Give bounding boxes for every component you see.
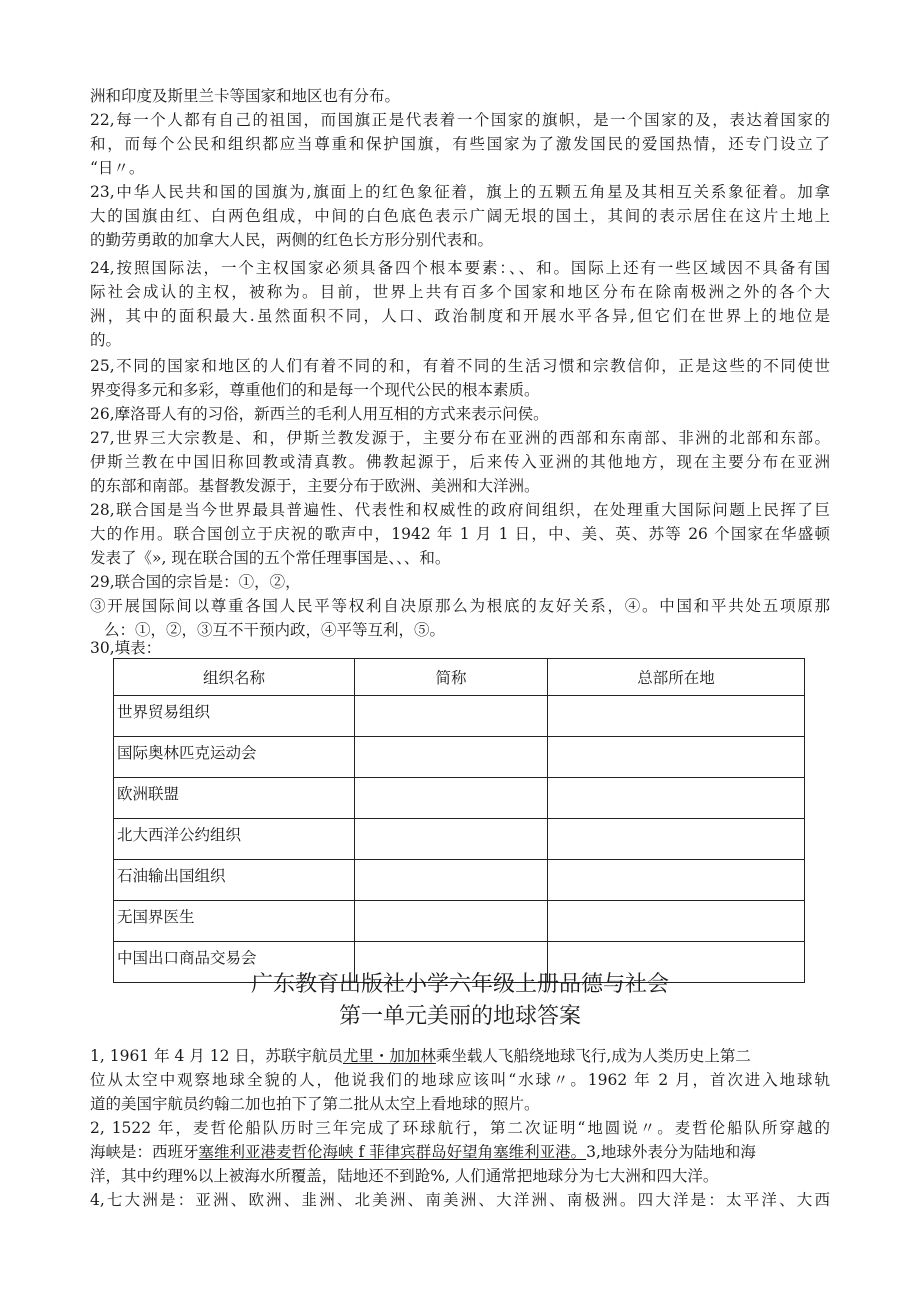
headquarters-cell[interactable] [548,819,805,860]
question-28 [90,498,830,570]
question-24 [90,256,830,352]
text-line: “日〃。 [90,159,145,177]
answer-2 [90,1116,830,1188]
org-name-cell: 中国出口商品交易会 [114,942,355,983]
text-line: 的。 [90,331,122,349]
text-line: 洲和印度及斯里兰卡等国家和地区也有分布。 [90,87,401,105]
text-run: 3,地球外表分为陆地和海 [586,1143,756,1161]
text-line: 发表了《», 现在联合国的五个常任理事国是、、、和。 [90,549,451,567]
column-header: 总部所在地 [548,659,805,696]
text-run: 海峡是：西班牙 [90,1143,199,1161]
underlined-answer: 尤里・加加林 [342,1047,436,1065]
question-26 [90,402,830,426]
organization-table [113,658,805,983]
table-row [114,860,805,901]
text-line: 的勤劳勇敢的加拿大人民，两侧的红色长方形分别代表和。 [90,231,494,249]
text-line: 29,联合国的宗旨是：①，②， [90,573,301,591]
question-25 [90,354,830,402]
text-line: 27,世界三大宗教是、和，伊斯兰教发源于，主要分布在亚洲的西部和东南部、非洲的北部和东部。 [90,429,830,447]
headquarters-cell[interactable] [548,696,805,737]
question-22 [90,108,830,180]
headquarters-cell[interactable] [548,778,805,819]
headquarters-cell[interactable] [548,737,805,778]
text-run: 乘坐载人飞船绕地球飞行,成为人类历史上第二 [435,1047,751,1065]
answer-1 [90,1044,830,1116]
text-line: 28,联合国是当今世界最具普遍性、代表性和权威性的政府间组织，在处理重大国际问题上民挥了巨 [90,501,830,519]
text-line: 伊斯兰教在中国旧称回教或清真教。佛教起源于，后来传入亚洲的其他地方，现在主要分布在亚洲 [90,453,830,471]
text-line: 25,不同的国家和地区的人们有着不同的和，有着不同的生活习惯和宗教信仰，正是这些的不同使世 [90,357,830,375]
table-row [114,696,805,737]
abbreviation-cell[interactable] [355,737,548,778]
text-line: ③开展国际间以尊重各国人民平等权利自决原那么为根底的友好关系，④。中国和平共处五项原那 [90,597,830,615]
text-line [90,1044,830,1068]
abbreviation-cell[interactable] [355,901,548,942]
document-subheading: 第一单元美丽的地球答案 [338,1004,581,1029]
text-line [90,1140,830,1164]
paragraph-continuation [90,84,830,108]
abbreviation-cell[interactable] [355,778,548,819]
org-name-cell: 世界贸易组织 [114,696,355,737]
text-line: 大的作用。联合国创立于庆祝的歌声中，1942 年 1 月 1 日，中、美、英、苏等 26 个国家在华盛顿 [90,525,830,543]
document-heading: 广东教育出版社小学六年级上册品德与社会 [250,972,669,997]
abbreviation-cell[interactable] [355,696,548,737]
text-run: 1, 1961 年 4 月 12 日，苏联宇航员 [90,1047,343,1065]
question-23 [90,180,830,252]
text-line: 界变得多元和多彩，尊重他们的和是每一个现代公民的根本素质。 [90,381,540,399]
text-line: 位从太空中观察地球全貌的人，他说我们的地球应该叫“水球〃。1962 年 2 月，首次进入地球轨 [90,1071,830,1089]
org-name-cell: 欧洲联盟 [114,778,355,819]
abbreviation-cell[interactable] [355,819,548,860]
org-name-cell: 国际奥林匹克运动会 [114,737,355,778]
underlined-answer: 塞维利亚港麦哲伦海峡 f 菲律宾群岛好望角塞维利亚港。 [198,1143,587,1161]
question-27 [90,426,830,498]
text-line: 23,中华人民共和国的国旗为,旗面上的红色象征着，旗上的五颗五角星及其相互关系象征着。加拿 [90,183,830,201]
question-29 [90,570,830,642]
answer-4 [90,1188,830,1212]
column-header: 组织名称 [114,659,355,696]
org-name-cell: 北大西洋公约组织 [114,819,355,860]
text-line: 24,按照国际法，一个主权国家必须具备四个根本要素：、、和。国际上还有一些区域因不具备有国 [90,259,830,277]
text-line: 么：①，②，③互不干预内政，④平等互利，⑤。 [104,621,446,639]
org-name-cell: 无国界医生 [114,901,355,942]
abbreviation-cell[interactable] [355,860,548,901]
text-line: 的东部和南部。基督教发源于，主要分布于欧洲、美洲和大洋洲。 [90,477,540,495]
question-30 [90,636,830,660]
text-line: 2, 1522 年，麦哲伦船队历时三年完成了环球航行，第二次证明“地圆说〃。麦哲伦船队所穿越的 [90,1119,830,1137]
text-line: 22,每一个人都有自己的祖国，而国旗正是代表着一个国家的旗帜，是一个国家的及，表达着国家的 [90,111,830,129]
text-line: 洲，其中的面积最大.虽然面积不同，人口、政治制度和开展水平各异,但它们在世界上的地位是 [90,307,830,325]
table-row [114,737,805,778]
column-header: 简称 [355,659,548,696]
text-line: 际社会成认的主权，被称为。目前，世界上共有百多个国家和地区分布在除南极洲之外的各个大 [90,283,830,301]
org-name-cell: 石油输出国组织 [114,860,355,901]
text-line: 大的国旗由红、白两色组成，中间的白色底色表示广阔无垠的国土，其间的表示居住在这片土地上 [90,207,830,225]
table-row [114,901,805,942]
table-row [114,819,805,860]
text-line: 洋，其中约理%以上被海水所覆盖，陆地还不到跄%, 人们通常把地球分为七大洲和四大洋。 [90,1167,719,1185]
table-row [114,778,805,819]
text-line: 和，而每个公民和组织都应当尊重和保护国旗，有些国家为了激发国民的爱国热情，还专门设立了 [90,135,830,153]
table-header-row [114,659,805,696]
text-line: 道的美国宇航员约翰二加也拍下了第二批从太空上看地球的照片。 [90,1095,540,1113]
headquarters-cell[interactable] [548,901,805,942]
text-line: 26,摩洛哥人有的习俗，新西兰的毛利人用互相的方式来表示问侯。 [90,405,549,423]
headquarters-cell[interactable] [548,860,805,901]
text-line: 30,填表： [90,639,162,657]
text-line: 4,七大洲是：亚洲、欧洲、韭洲、北美洲、南美洲、大洋洲、南极洲。四大洋是：太平洋、大西 [90,1191,830,1209]
